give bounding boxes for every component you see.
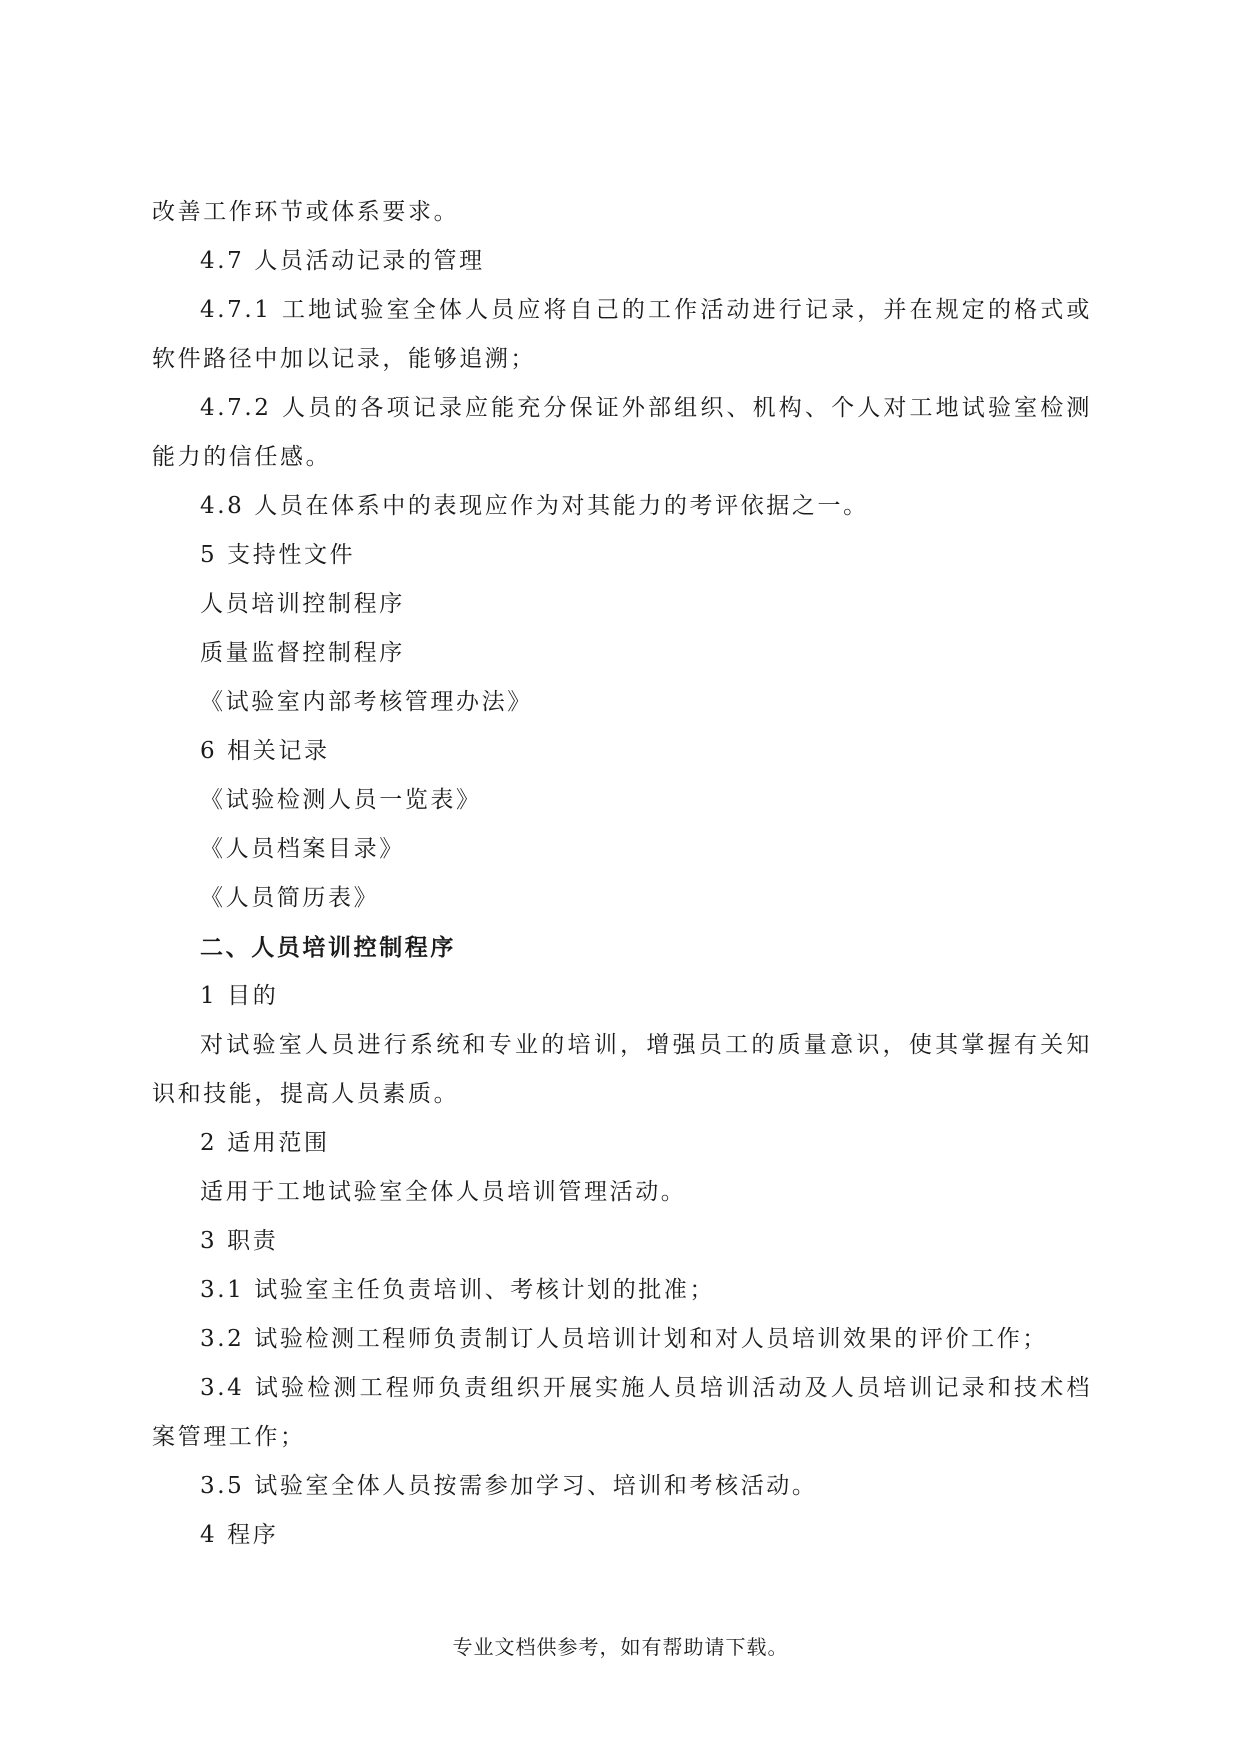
section-heading-6: 6 相关记录 xyxy=(200,738,330,764)
paragraph-scope: 适用于工地试验室全体人员培训管理活动。 xyxy=(200,1179,687,1205)
paragraph-3-1: 3.1 试验室主任负责培训、考核计划的批准； xyxy=(200,1277,716,1303)
list-item: 《人员档案目录》 xyxy=(200,836,405,862)
paragraph-3-2: 3.2 试验检测工程师负责制订人员培训计划和对人员培训效果的评价工作； xyxy=(200,1326,1048,1352)
list-item: 人员培训控制程序 xyxy=(200,591,405,617)
section-heading-2: 2 适用范围 xyxy=(200,1130,330,1156)
paragraph-4-7-2: 4.7.2 人员的各项记录应能充分保证外部组织、机构、个人对工地试验室检测能力的信任感。 xyxy=(152,395,1092,470)
paragraph-4-7-1: 4.7.1 工地试验室全体人员应将自己的工作活动进行记录，并在规定的格式或软件路径中加以记录，能够追溯； xyxy=(152,297,1092,372)
list-item: 《试验检测人员一览表》 xyxy=(200,787,482,813)
document-body xyxy=(152,188,1092,1560)
paragraph-3-4: 3.4 试验检测工程师负责组织开展实施人员培训活动及人员培训记录和技术档案管理工作； xyxy=(152,1375,1092,1450)
list-item: 《人员简历表》 xyxy=(200,885,380,911)
section-heading-4: 4 程序 xyxy=(200,1522,279,1548)
chapter-title: 二、人员培训控制程序 xyxy=(200,934,456,961)
section-heading-3: 3 职责 xyxy=(200,1228,279,1254)
paragraph-3-5: 3.5 试验室全体人员按需参加学习、培训和考核活动。 xyxy=(200,1473,818,1499)
list-item: 质量监督控制程序 xyxy=(200,640,405,666)
paragraph-line: 改善工作环节或体系要求。 xyxy=(152,199,460,225)
paragraph-purpose: 对试验室人员进行系统和专业的培训，增强员工的质量意识，使其掌握有关知识和技能，提高人员素质。 xyxy=(152,1032,1092,1107)
paragraph-4-8: 4.8 人员在体系中的表现应作为对其能力的考评依据之一。 xyxy=(200,493,869,519)
list-item: 《试验室内部考核管理办法》 xyxy=(200,689,533,715)
page-footer: 专业文档供参考，如有帮助请下载。 xyxy=(452,1635,789,1659)
section-heading-1: 1 目的 xyxy=(200,983,279,1009)
section-heading-5: 5 支持性文件 xyxy=(200,542,356,568)
section-heading-4-7: 4.7 人员活动记录的管理 xyxy=(200,248,485,274)
